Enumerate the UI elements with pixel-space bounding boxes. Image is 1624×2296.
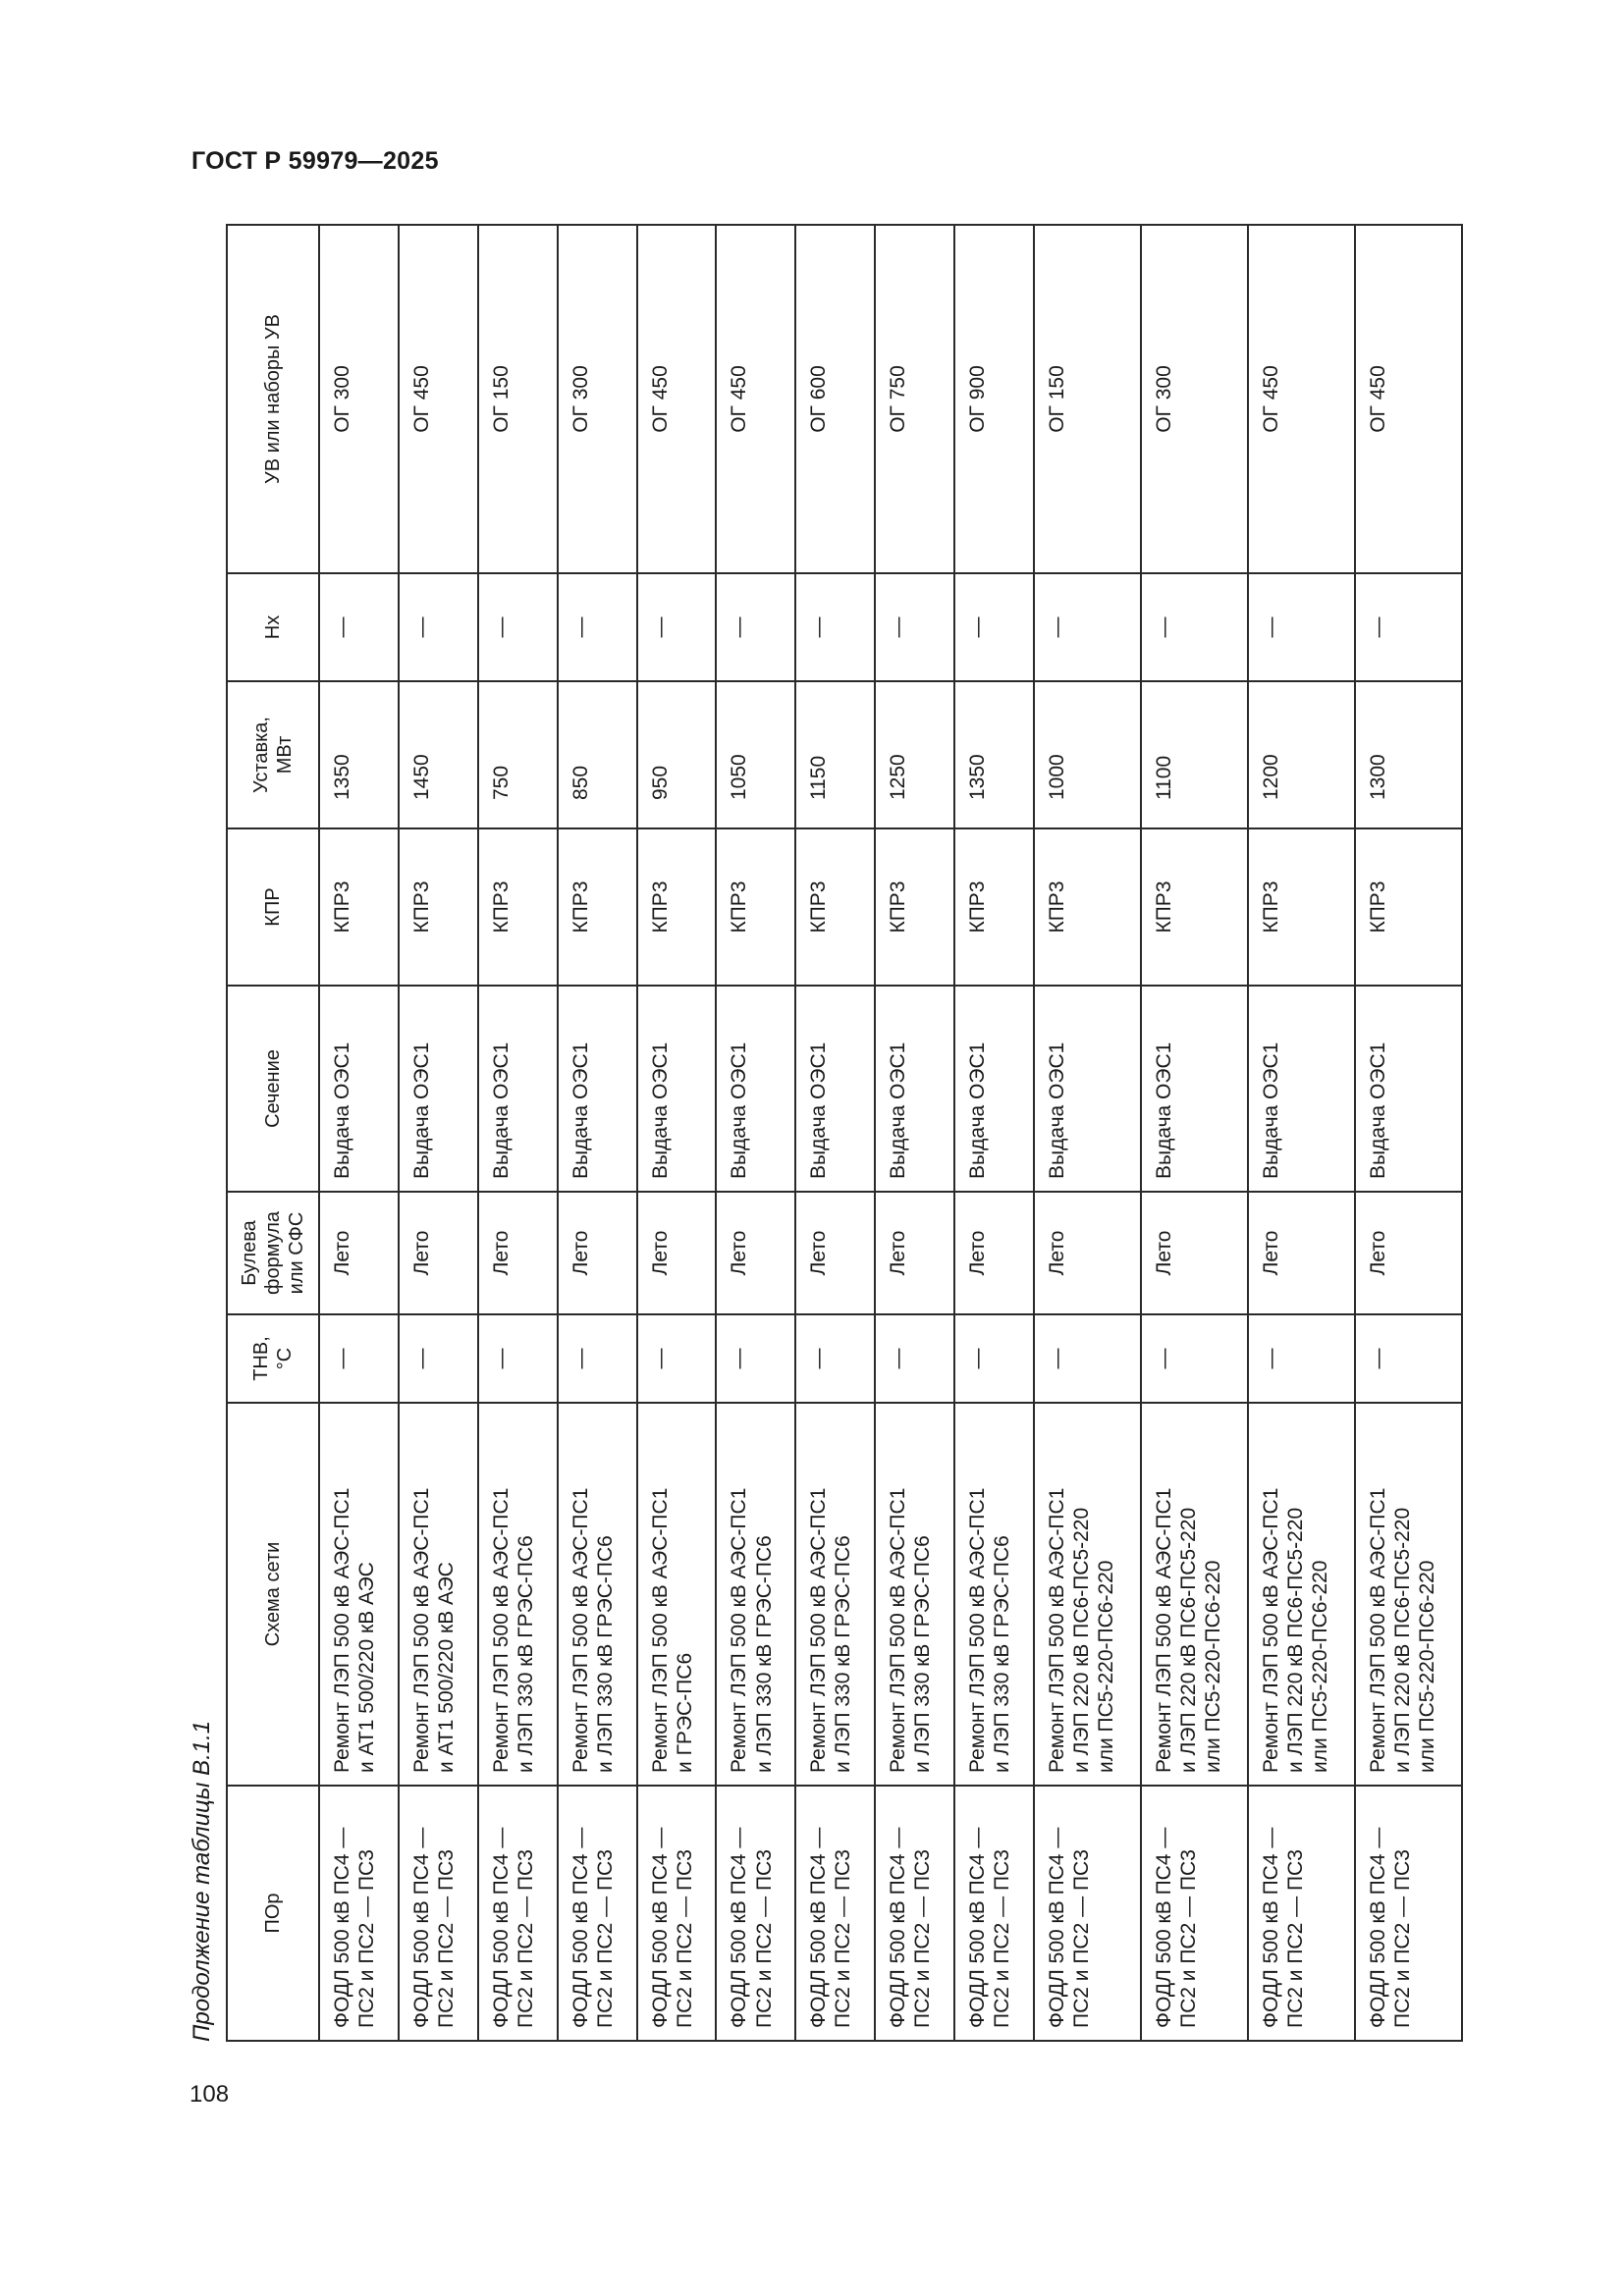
cell-setpoint: 1050 — [716, 681, 795, 828]
cell-kpr: КПР3 — [319, 828, 399, 986]
cell-tnv: — — [399, 1314, 478, 1403]
cell-scheme: Ремонт ЛЭП 500 кВ АЭС-ПС1 и ЛЭП 330 кВ ГРЭС-ПС6 — [716, 1403, 795, 1786]
column-header-setpoint: Уставка, МВт — [227, 681, 319, 828]
table-row — [558, 225, 637, 2041]
cell-formula: Лето — [399, 1192, 478, 1314]
cell-uv: ОГ 450 — [637, 225, 717, 573]
cell-kpr: КПР3 — [1355, 828, 1462, 986]
cell-tnv: — — [1141, 1314, 1248, 1403]
cell-por: ФОДЛ 500 кВ ПС4 — ПС2 и ПС2 — ПС3 — [319, 1786, 399, 2041]
table-row — [637, 225, 717, 2041]
cell-formula: Лето — [954, 1192, 1034, 1314]
cell-nx: — — [875, 573, 954, 681]
table-row — [1034, 225, 1141, 2041]
table-row — [399, 225, 478, 2041]
cell-setpoint: 850 — [558, 681, 637, 828]
cell-scheme: Ремонт ЛЭП 500 кВ АЭС-ПС1 и ЛЭП 220 кВ ПС6-ПС5-220 или ПС5-220-ПС6-220 — [1034, 1403, 1141, 1786]
cell-uv: ОГ 300 — [319, 225, 399, 573]
cell-uv: ОГ 600 — [795, 225, 875, 573]
table-row — [319, 225, 399, 2041]
cell-kpr: КПР3 — [716, 828, 795, 986]
cell-por: ФОДЛ 500 кВ ПС4 — ПС2 и ПС2 — ПС3 — [637, 1786, 717, 2041]
table-row — [1141, 225, 1248, 2041]
cell-tnv: — — [558, 1314, 637, 1403]
cell-kpr: КПР3 — [637, 828, 717, 986]
cell-uv: ОГ 450 — [716, 225, 795, 573]
cell-scheme: Ремонт ЛЭП 500 кВ АЭС-ПС1 и ЛЭП 330 кВ ГРЭС-ПС6 — [875, 1403, 954, 1786]
cell-setpoint: 1350 — [319, 681, 399, 828]
cell-por: ФОДЛ 500 кВ ПС4 — ПС2 и ПС2 — ПС3 — [875, 1786, 954, 2041]
cell-nx: — — [319, 573, 399, 681]
column-header-scheme: Схема сети — [227, 1403, 319, 1786]
cell-setpoint: 750 — [478, 681, 558, 828]
cell-nx: — — [1248, 573, 1355, 681]
cell-kpr: КПР3 — [558, 828, 637, 986]
cell-tnv: — — [1034, 1314, 1141, 1403]
cell-uv: ОГ 300 — [558, 225, 637, 573]
cell-scheme: Ремонт ЛЭП 500 кВ АЭС-ПС1 и ЛЭП 220 кВ ПС6-ПС5-220 или ПС5-220-ПС6-220 — [1248, 1403, 1355, 1786]
cell-setpoint: 1100 — [1141, 681, 1248, 828]
document-header: ГОСТ Р 59979—2025 — [191, 147, 439, 175]
cell-setpoint: 1250 — [875, 681, 954, 828]
cell-tnv: — — [875, 1314, 954, 1403]
cell-section: Выдача ОЭС1 — [637, 986, 717, 1192]
cell-formula: Лето — [795, 1192, 875, 1314]
cell-section: Выдача ОЭС1 — [875, 986, 954, 1192]
cell-setpoint: 950 — [637, 681, 717, 828]
cell-kpr: КПР3 — [478, 828, 558, 986]
cell-uv: ОГ 150 — [478, 225, 558, 573]
cell-uv: ОГ 750 — [875, 225, 954, 573]
cell-scheme: Ремонт ЛЭП 500 кВ АЭС-ПС1 и ЛЭП 220 кВ ПС6-ПС5-220 или ПС5-220-ПС6-220 — [1355, 1403, 1462, 1786]
column-header-tnv: ТНВ, °С — [227, 1314, 319, 1403]
cell-por: ФОДЛ 500 кВ ПС4 — ПС2 и ПС2 — ПС3 — [1355, 1786, 1462, 2041]
cell-kpr: КПР3 — [1248, 828, 1355, 986]
cell-por: ФОДЛ 500 кВ ПС4 — ПС2 и ПС2 — ПС3 — [716, 1786, 795, 2041]
table-row — [716, 225, 795, 2041]
cell-tnv: — — [478, 1314, 558, 1403]
cell-scheme: Ремонт ЛЭП 500 кВ АЭС-ПС1 и ГРЭС-ПС6 — [637, 1403, 717, 1786]
cell-section: Выдача ОЭС1 — [954, 986, 1034, 1192]
table-row — [1355, 225, 1462, 2041]
cell-setpoint: 1350 — [954, 681, 1034, 828]
column-header-kpr: КПР — [227, 828, 319, 986]
table-caption: Продолжение таблицы В.1.1 — [189, 1720, 215, 2042]
cell-uv: ОГ 150 — [1034, 225, 1141, 573]
table-body — [319, 225, 1462, 2041]
cell-kpr: КПР3 — [399, 828, 478, 986]
cell-nx: — — [637, 573, 717, 681]
cell-scheme: Ремонт ЛЭП 500 кВ АЭС-ПС1 и ЛЭП 330 кВ ГРЭС-ПС6 — [954, 1403, 1034, 1786]
table-row — [795, 225, 875, 2041]
cell-tnv: — — [319, 1314, 399, 1403]
cell-nx: — — [1141, 573, 1248, 681]
cell-section: Выдача ОЭС1 — [558, 986, 637, 1192]
cell-formula: Лето — [558, 1192, 637, 1314]
cell-scheme: Ремонт ЛЭП 500 кВ АЭС-ПС1 и ЛЭП 220 кВ ПС6-ПС5-220 или ПС5-220-ПС6-220 — [1141, 1403, 1248, 1786]
column-header-por: ПОр — [227, 1786, 319, 2041]
cell-nx: — — [795, 573, 875, 681]
cell-formula: Лето — [875, 1192, 954, 1314]
cell-nx: — — [558, 573, 637, 681]
cell-setpoint: 1300 — [1355, 681, 1462, 828]
cell-kpr: КПР3 — [1141, 828, 1248, 986]
cell-nx: — — [1034, 573, 1141, 681]
cell-formula: Лето — [1034, 1192, 1141, 1314]
cell-scheme: Ремонт ЛЭП 500 кВ АЭС-ПС1 и АТ1 500/220 кВ АЭС — [319, 1403, 399, 1786]
cell-por: ФОДЛ 500 кВ ПС4 — ПС2 и ПС2 — ПС3 — [478, 1786, 558, 2041]
cell-scheme: Ремонт ЛЭП 500 кВ АЭС-ПС1 и ЛЭП 330 кВ ГРЭС-ПС6 — [795, 1403, 875, 1786]
cell-section: Выдача ОЭС1 — [1141, 986, 1248, 1192]
cell-section: Выдача ОЭС1 — [1034, 986, 1141, 1192]
cell-formula: Лето — [1248, 1192, 1355, 1314]
table-row — [875, 225, 954, 2041]
cell-kpr: КПР3 — [795, 828, 875, 986]
cell-por: ФОДЛ 500 кВ ПС4 — ПС2 и ПС2 — ПС3 — [1034, 1786, 1141, 2041]
table-row — [954, 225, 1034, 2041]
cell-tnv: — — [954, 1314, 1034, 1403]
cell-formula: Лето — [478, 1192, 558, 1314]
cell-formula: Лето — [1355, 1192, 1462, 1314]
cell-nx: — — [954, 573, 1034, 681]
cell-tnv: — — [1248, 1314, 1355, 1403]
cell-section: Выдача ОЭС1 — [1248, 986, 1355, 1192]
cell-por: ФОДЛ 500 кВ ПС4 — ПС2 и ПС2 — ПС3 — [795, 1786, 875, 2041]
table-header-row — [227, 225, 319, 2041]
cell-uv: ОГ 450 — [399, 225, 478, 573]
cell-formula: Лето — [637, 1192, 717, 1314]
data-table — [226, 224, 1463, 2042]
table-row — [1248, 225, 1355, 2041]
cell-por: ФОДЛ 500 кВ ПС4 — ПС2 и ПС2 — ПС3 — [558, 1786, 637, 2041]
cell-tnv: — — [716, 1314, 795, 1403]
cell-uv: ОГ 900 — [954, 225, 1034, 573]
cell-tnv: — — [1355, 1314, 1462, 1403]
column-header-nx: Нх — [227, 573, 319, 681]
cell-scheme: Ремонт ЛЭП 500 кВ АЭС-ПС1 и ЛЭП 330 кВ ГРЭС-ПС6 — [478, 1403, 558, 1786]
page-number: 108 — [189, 2081, 230, 2108]
cell-nx: — — [716, 573, 795, 681]
cell-uv: ОГ 300 — [1141, 225, 1248, 573]
cell-setpoint: 1000 — [1034, 681, 1141, 828]
cell-scheme: Ремонт ЛЭП 500 кВ АЭС-ПС1 и ЛЭП 330 кВ ГРЭС-ПС6 — [558, 1403, 637, 1786]
rotated-table-area — [187, 226, 1463, 2042]
cell-section: Выдача ОЭС1 — [319, 986, 399, 1192]
cell-setpoint: 1150 — [795, 681, 875, 828]
cell-setpoint: 1450 — [399, 681, 478, 828]
cell-nx: — — [478, 573, 558, 681]
cell-section: Выдача ОЭС1 — [795, 986, 875, 1192]
cell-formula: Лето — [716, 1192, 795, 1314]
cell-section: Выдача ОЭС1 — [399, 986, 478, 1192]
cell-formula: Лето — [319, 1192, 399, 1314]
cell-section: Выдача ОЭС1 — [478, 986, 558, 1192]
table-row — [478, 225, 558, 2041]
cell-kpr: КПР3 — [1034, 828, 1141, 986]
cell-por: ФОДЛ 500 кВ ПС4 — ПС2 и ПС2 — ПС3 — [399, 1786, 478, 2041]
column-header-uv: УВ или наборы УВ — [227, 225, 319, 573]
cell-por: ФОДЛ 500 кВ ПС4 — ПС2 и ПС2 — ПС3 — [954, 1786, 1034, 2041]
cell-uv: ОГ 450 — [1248, 225, 1355, 573]
cell-kpr: КПР3 — [954, 828, 1034, 986]
cell-nx: — — [399, 573, 478, 681]
cell-section: Выдача ОЭС1 — [716, 986, 795, 1192]
cell-tnv: — — [637, 1314, 717, 1403]
cell-uv: ОГ 450 — [1355, 225, 1462, 573]
column-header-formula: Булева формула или СФС — [227, 1192, 319, 1314]
cell-setpoint: 1200 — [1248, 681, 1355, 828]
cell-tnv: — — [795, 1314, 875, 1403]
cell-kpr: КПР3 — [875, 828, 954, 986]
cell-scheme: Ремонт ЛЭП 500 кВ АЭС-ПС1 и АТ1 500/220 кВ АЭС — [399, 1403, 478, 1786]
cell-por: ФОДЛ 500 кВ ПС4 — ПС2 и ПС2 — ПС3 — [1248, 1786, 1355, 2041]
cell-nx: — — [1355, 573, 1462, 681]
column-header-section: Сечение — [227, 986, 319, 1192]
cell-section: Выдача ОЭС1 — [1355, 986, 1462, 1192]
cell-formula: Лето — [1141, 1192, 1248, 1314]
cell-por: ФОДЛ 500 кВ ПС4 — ПС2 и ПС2 — ПС3 — [1141, 1786, 1248, 2041]
